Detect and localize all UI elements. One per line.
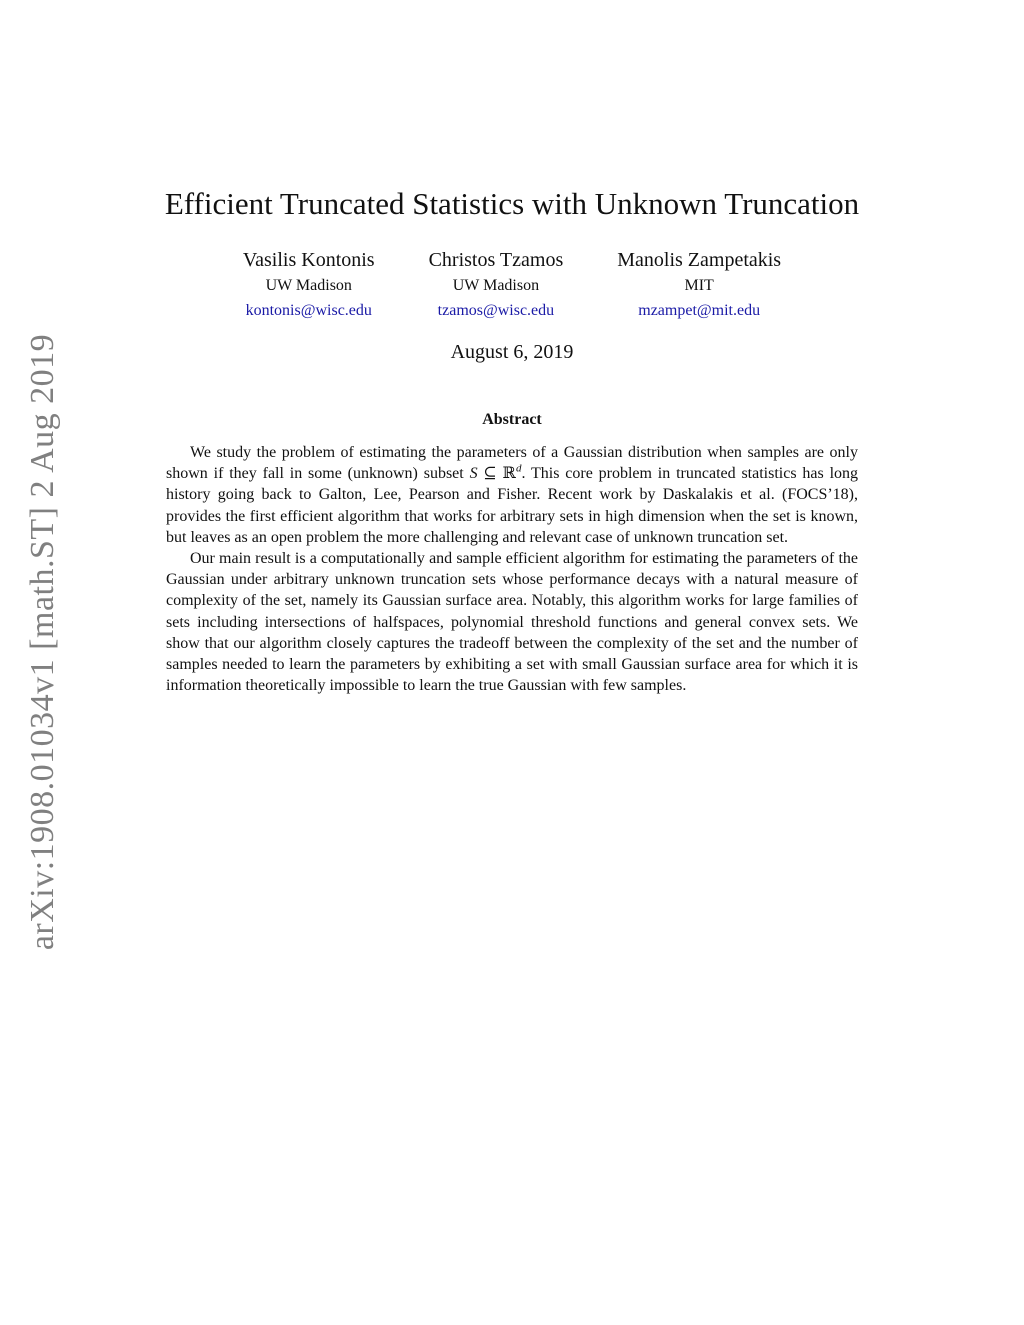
- arxiv-identifier-stamp: arXiv:1908.01034v1 [math.ST] 2 Aug 2019: [24, 333, 61, 951]
- author-affiliation: UW Madison: [265, 277, 352, 294]
- author-email-link[interactable]: mzampet@mit.edu: [638, 302, 761, 319]
- math-set-symbol: S: [469, 465, 478, 483]
- math-subset-reals: ⊆ ℝ: [477, 465, 516, 483]
- author-name: Vasilis Kontonis: [242, 249, 375, 271]
- publication-date: August 6, 2019: [450, 341, 574, 363]
- author-name: Manolis Zampetakis: [617, 249, 782, 271]
- abstract-paragraph-1: [166, 442, 858, 548]
- abstract-text: We study the problem of estimating the parameters of a Gaussian distribution when samples are only shown if they fall in some (unknown) subset: [166, 444, 858, 483]
- author-email-link[interactable]: tzamos@wisc.edu: [437, 302, 555, 319]
- abstract-text: . This core problem in truncated statistics has long history going back to Galton, Lee, Pearson and Fisher. Recent work by Daskalakis et al. (FOCS’18), provides the first efficient algorithm that works for arbitrary sets in high dimension when the set is known, but leaves as an open problem the more challenging and relevant case of unknown truncation set.: [166, 465, 859, 546]
- paper-title: Efficient Truncated Statistics with Unknown Truncation: [164, 186, 860, 221]
- author-tzamos: [429, 246, 564, 324]
- author-name: Christos Tzamos: [428, 249, 564, 271]
- author-affiliation: MIT: [684, 277, 714, 294]
- abstract-body: [166, 442, 858, 696]
- author-affiliation: UW Madison: [452, 277, 540, 294]
- abstract-heading: Abstract: [482, 411, 542, 428]
- math-dimension-superscript: d: [515, 462, 522, 475]
- abstract-paragraph-2: Our main result is a computationally and sample efficient algorithm for estimating the parameters of the Gaussian under arbitrary unknown truncation sets whose performance decays with a natural measure of complexity of the set, namely its Gaussian surface area. Notably, this algorithm works for large families of sets including intersections of halfspaces, polynomial threshold functions and general convex sets. We show that our algorithm closely captures the tradeoff between the complexity of the set and the number of samples needed to learn the parameters by exhibiting a set with small Gaussian surface area for which it is information theoretically impossible to learn the true Gaussian with few samples.: [166, 550, 858, 695]
- author-email-link[interactable]: kontonis@wisc.edu: [245, 302, 372, 319]
- author-zampetakis: [617, 246, 781, 324]
- author-block: [0, 246, 1024, 324]
- author-kontonis: [243, 246, 375, 324]
